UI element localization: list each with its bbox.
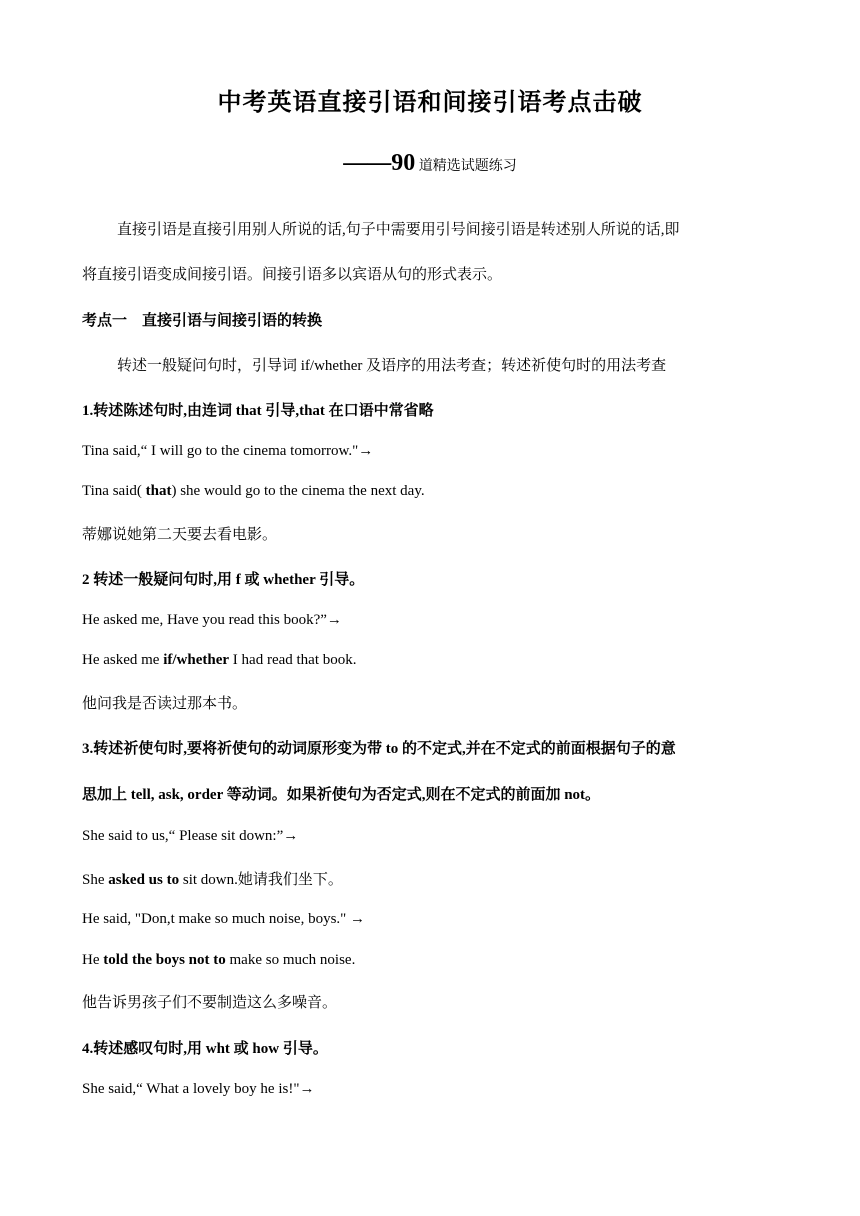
rule1-example-direct: Tina said,“ I will go to the cinema tomorrow."→ (82, 443, 374, 459)
subtitle-dash: —— (343, 150, 392, 176)
page-title: 中考英语直接引语和间接引语考点击破 (217, 90, 643, 116)
rule3-example-direct-1: She said to us,“ Please sit down:”→ (82, 828, 299, 844)
example-text: She (82, 872, 109, 888)
rule1-translation: 蒂娜说她第二天要去看电影。 (82, 527, 278, 543)
intro-line-2: 将直接引语变成间接引语。间接引语多以宾语从句的形式表示。 (82, 267, 503, 283)
page-subtitle (0, 150, 860, 177)
rule1-example-indirect (82, 483, 425, 500)
example-text: Tina said( (82, 483, 146, 499)
rule4-example-direct: She said,“ What a lovely boy he is!"→ (82, 1081, 315, 1097)
rule2-translation: 他问我是否读过那本书。 (82, 696, 248, 712)
example-text: sit down.她请我们坐下。 (179, 872, 343, 888)
rule3-example-indirect-1 (82, 868, 343, 889)
rule3-example-direct-2: He said, "Don,t make so much noise, boys." → (82, 911, 366, 927)
rule3-heading-line-2: 思加上 tell, ask, order 等动词。如果祈使句为否定式,则在不定式的前面加 not。 (82, 787, 601, 803)
rule1-heading: 1.转述陈述句时,由连词 that 引导,that 在口语中常省略 (82, 403, 434, 419)
section-description: 转述一般疑问句时，引导词 if/whether 及语序的用法考查；转述祈使句时的用法考查 (117, 358, 667, 374)
rule2-example-indirect (82, 652, 357, 669)
rule2-heading: 2 转述一般疑问句时,用 f 或 whether 引导。 (82, 572, 365, 588)
intro-line-1: 直接引语是直接引用别人所说的话,句子中需要用引号间接引语是转述别人所说的话,即 (117, 222, 680, 238)
example-text: I had read that book. (229, 652, 357, 668)
section-heading: 考点一 直接引语与间接引语的转换 (82, 313, 323, 329)
rule4-heading: 4.转述感叹句时,用 wht 或 how 引导。 (82, 1041, 328, 1057)
example-text: He asked me (82, 652, 164, 668)
example-text: ) she would go to the cinema the next day. (171, 483, 425, 499)
rule3-example-indirect-2 (82, 952, 355, 969)
example-keyword: asked us to (108, 872, 180, 888)
rule3-translation: 他告诉男孩子们不要制造这么多噪音。 (82, 995, 338, 1011)
example-keyword: told the boys not to (103, 952, 226, 968)
rule2-example-direct: He asked me, Have you read this book?”→ (82, 612, 342, 628)
example-keyword: if/whether (163, 652, 230, 668)
subtitle-number: 90 (391, 150, 416, 176)
example-text: He (82, 952, 104, 968)
subtitle-text: 道精选试题练习 (415, 159, 517, 174)
rule3-heading-line-1: 3.转述祈使句时,要将祈使句的动词原形变为带 to 的不定式,并在不定式的前面根据句子的意 (82, 741, 676, 757)
example-text: make so much noise. (225, 952, 356, 968)
example-keyword: that (145, 483, 172, 499)
